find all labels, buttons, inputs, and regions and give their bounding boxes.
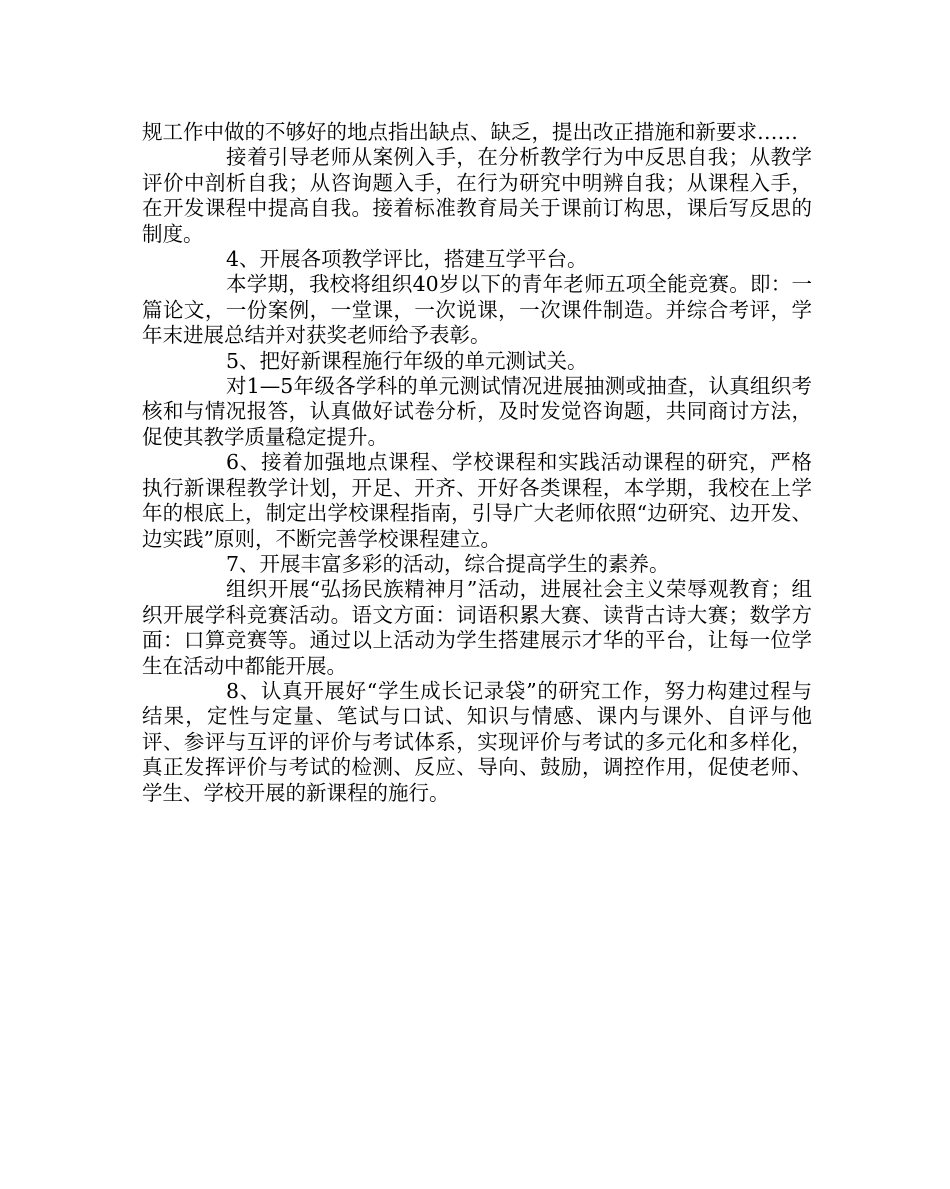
paragraph-item-6-curriculum: 6、接着加强地点课程、学校课程和实践活动课程的研究，严格执行新课程教学计划，开足、开齐、开好各类课程，本学期，我校在上学年的根底上，制定出学校课程指南，引导广大老师依照“边研究、边开发、边实践”原则，不断完善学校课程建立。: [142, 450, 812, 551]
heading-item-4: 4、开展各项教学评比，搭建互学平台。: [226, 247, 588, 272]
paragraph-activities: 组织开展“弘扬民族精神月”活动，进展社会主义荣辱观教育；组织开展学科竞赛活动。语文方面：词语积累大赛、读背古诗大赛；数学方面：口算竞赛等。通过以上活动为学生搭建展示才华的平台，让每一位学生在活动中都能开展。: [142, 577, 812, 678]
paragraph-unit-test: 对1—5年级各学科的单元测试情况进展抽测或抽查，认真组织考核和与情况报答，认真做好试卷分析，及时发觉咨询题，共同商讨方法，促使其教学质量稳定提升。: [142, 374, 812, 449]
paragraph-continuation: 规工作中做的不够好的地点指出缺点、缺乏，提出改正措施和新要求……: [142, 120, 798, 144]
paragraph-competition: 本学期，我校将组织40岁以下的青年老师五项全能竞赛。即：一篇论文，一份案例，一堂课，一次说课，一次课件制造。并综合考评，学年末进展总结并对获奖老师给予表彰。: [142, 272, 812, 348]
paragraph-teacher-reflection: 接着引导老师从案例入手，在分析教学行为中反思自我；从教学评价中剖析自我；从咨询题入手，在行为研究中明辨自我；从课程入手，在开发课程中提高自我。接着标准教育局关于课前订构思，课后写反思的制度。: [142, 145, 812, 246]
heading-item-7: 7、开展丰富多彩的活动，综合提高学生的素养。: [226, 551, 670, 576]
heading-item-5: 5、把好新课程施行年级的单元测试关。: [226, 348, 588, 373]
paragraph-item-8-growth-portfolio: 8、认真开展好“学生成长记录袋”的研究工作，努力构建过程与结果，定性与定量、笔试与口试、知识与情感、课内与课外、自评与他评、参评与互评的评价与考试体系，实现评价与考试的多元化和多样化，真正发挥评价与考试的检测、反应、导向、鼓励，调控作用，促使老师、学生、学校开展的新课程的施行。: [142, 678, 812, 805]
document-body: [142, 120, 812, 806]
